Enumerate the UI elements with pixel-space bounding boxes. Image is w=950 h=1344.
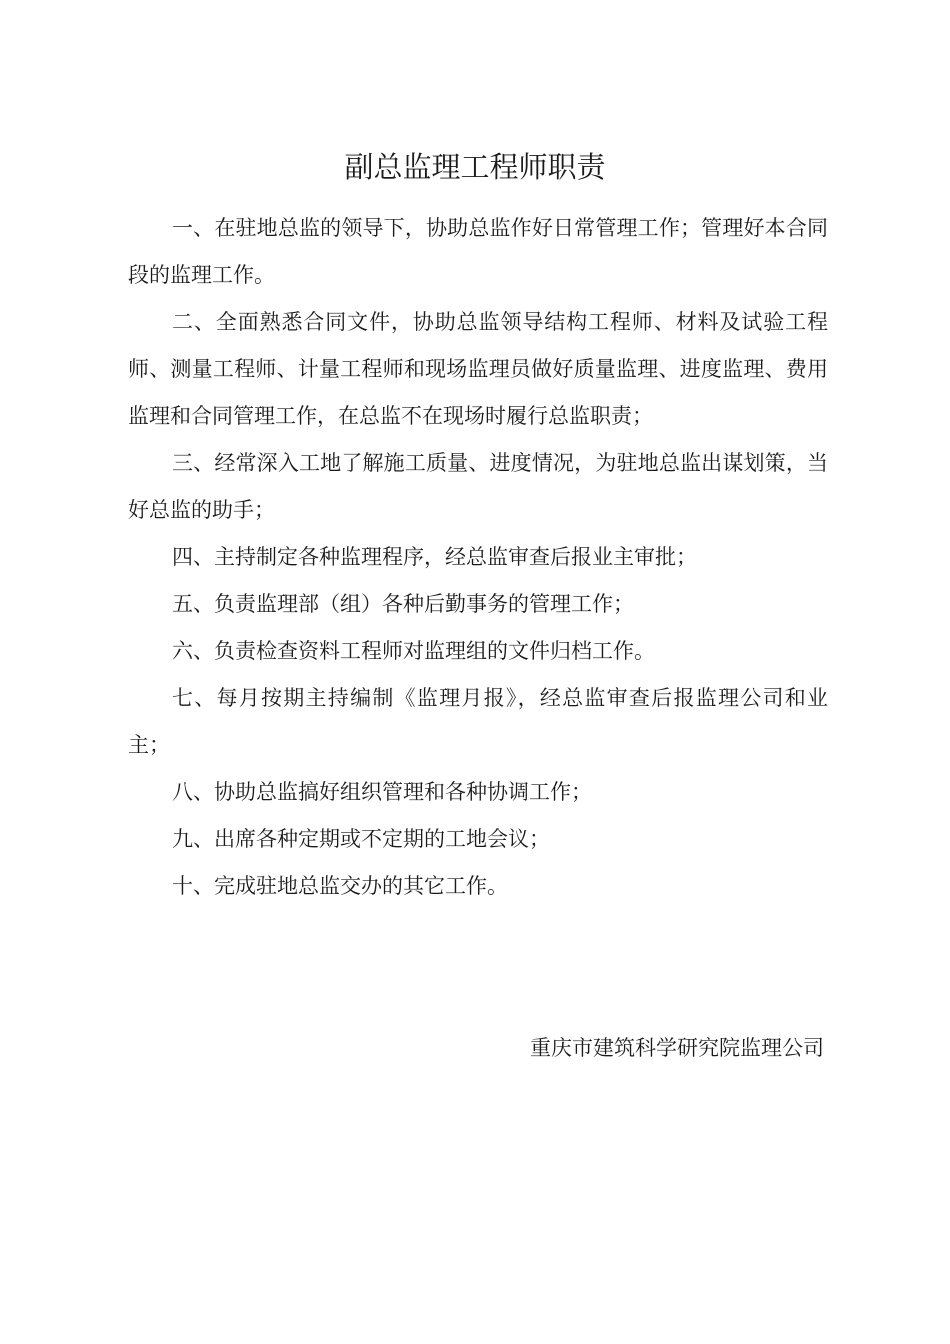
duty-item-6: 六、负责检查资料工程师对监理组的文件归档工作。 bbox=[172, 639, 655, 663]
duty-item-2: 二、全面熟悉合同文件，协助总监领导结构工程师、材料及试验工程师、测量工程师、计量工程师和现场监理员做好质量监理、进度监理、费用监理和合同管理工作，在总监不在现场时履行总监职责； bbox=[128, 310, 828, 428]
duty-item-3: 三、经常深入工地了解施工质量、进度情况，为驻地总监出谋划策，当好总监的助手； bbox=[128, 451, 828, 522]
duty-item-5: 五、负责监理部（组）各种后勤事务的管理工作； bbox=[172, 592, 634, 616]
duty-item-4: 四、主持制定各种监理程序，经总监审查后报业主审批； bbox=[172, 545, 697, 569]
duty-item-1: 一、在驻地总监的领导下，协助总监作好日常管理工作；管理好本合同段的监理工作。 bbox=[128, 216, 828, 287]
duty-item-7: 七、每月按期主持编制《监理月报》，经总监审查后报监理公司和业主； bbox=[128, 686, 828, 757]
company-signature: 重庆市建筑科学研究院监理公司 bbox=[530, 1036, 824, 1060]
document-title: 副总监理工程师职责 bbox=[344, 150, 606, 185]
duty-item-10: 十、完成驻地总监交办的其它工作。 bbox=[172, 874, 508, 898]
duty-item-8: 八、协助总监搞好组织管理和各种协调工作； bbox=[172, 780, 592, 804]
document-body bbox=[128, 205, 828, 910]
duty-item-9: 九、出席各种定期或不定期的工地会议； bbox=[172, 827, 550, 851]
